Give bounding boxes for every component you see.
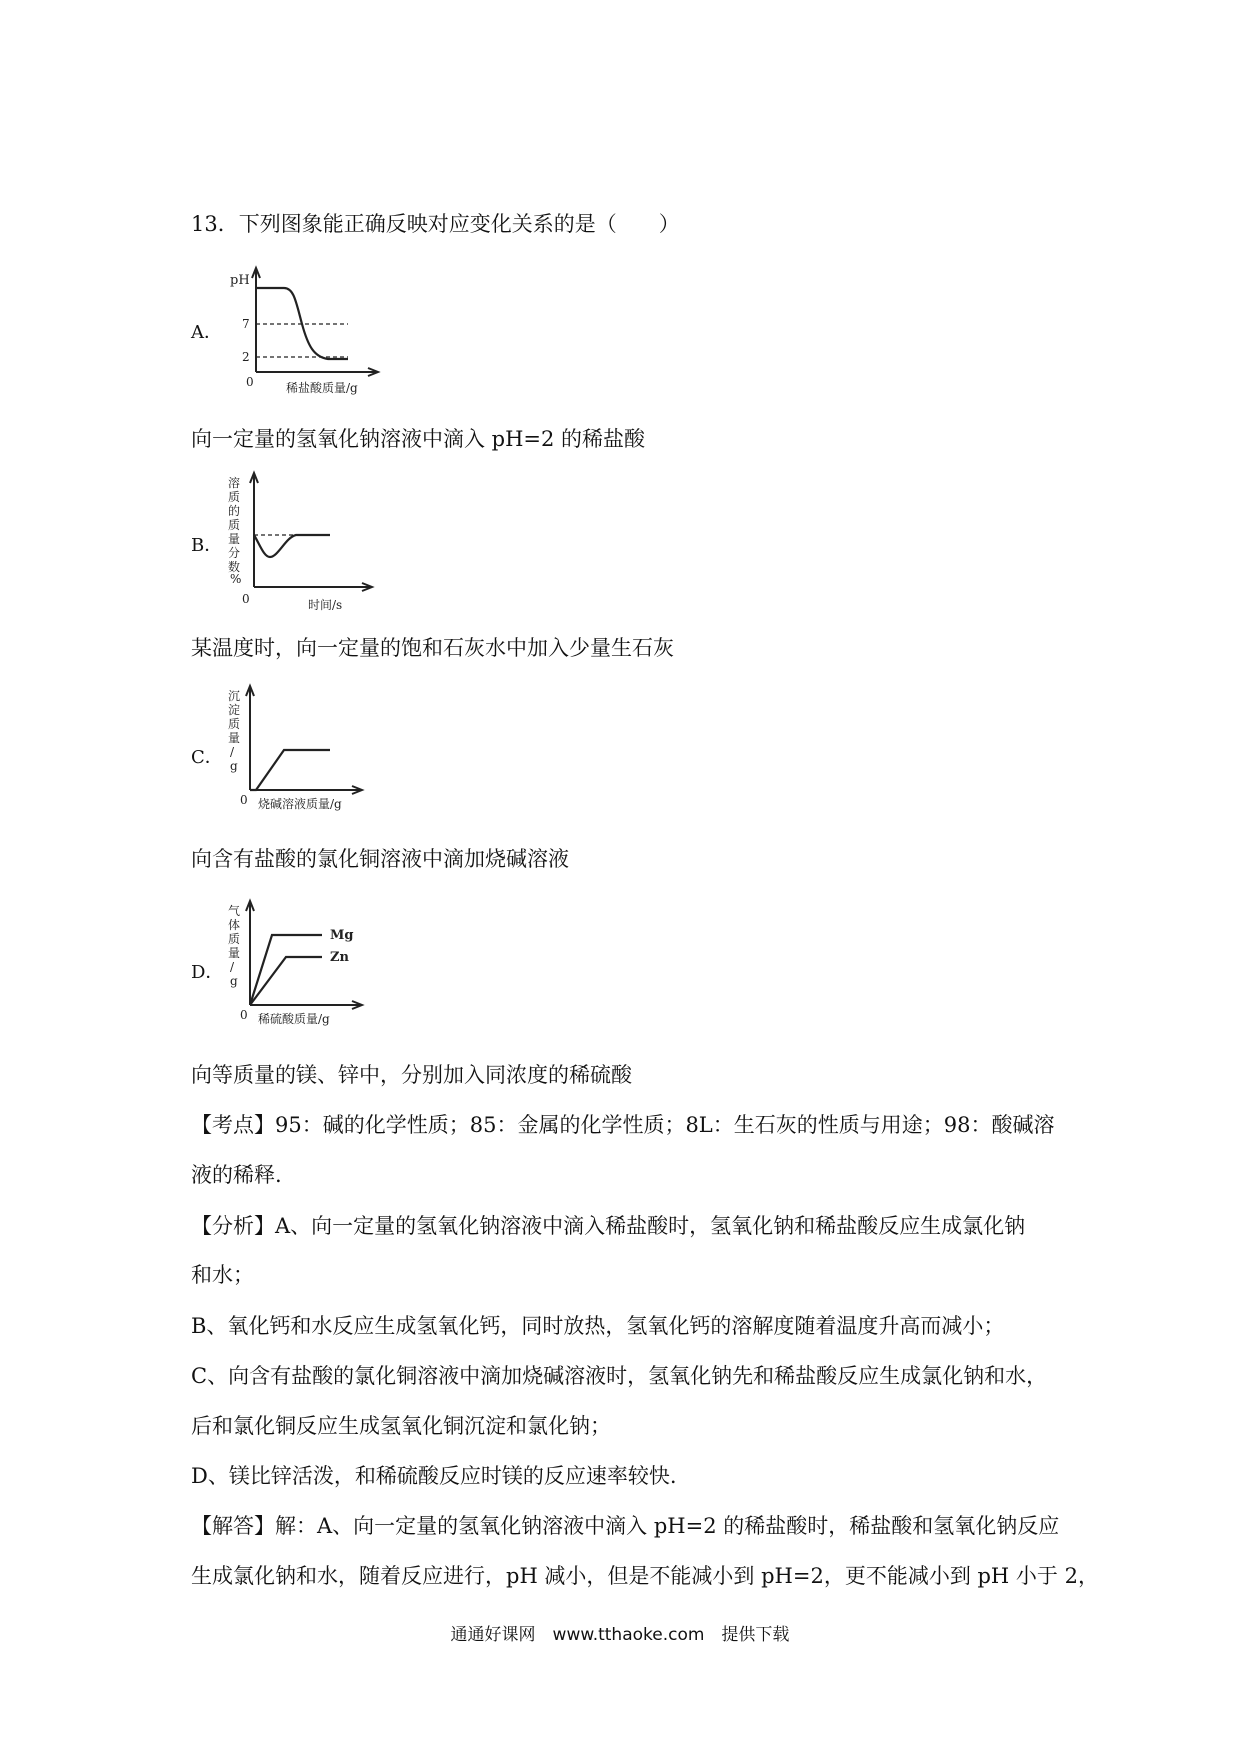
option-a-caption: 向一定量的氢氧化钠溶液中滴入 pH=2 的稀盐酸 [191, 427, 646, 451]
option-c-ychar-3: 质 [228, 717, 241, 731]
option-c-curve [250, 750, 330, 790]
option-b-ychar-7: 数 [228, 560, 241, 574]
option-d-curve-zn [250, 957, 322, 1005]
fenxi-line-6: D、镁比锌活泼，和稀硫酸反应时镁的反应速率较快. [191, 1464, 677, 1488]
option-d-curve-mg [250, 935, 322, 1005]
option-a-tick-7: 7 [242, 317, 250, 331]
option-c-ychar-2: 淀 [228, 703, 241, 717]
option-a-graph [228, 262, 388, 402]
option-d-ychar-6: g [230, 974, 238, 988]
option-c-graph [222, 680, 382, 820]
kaodian-line-1: 【考点】95：碱的化学性质；85：金属的化学性质；8L：生石灰的性质与用途；98：酸碱溶 [191, 1113, 1055, 1137]
option-d-series-mg: Mg [330, 928, 354, 943]
kaodian-line-2: 液的稀释. [191, 1163, 282, 1187]
option-b-xlabel: 时间/s [308, 598, 343, 612]
option-a-tick-2: 2 [242, 350, 250, 364]
option-d-caption: 向等质量的镁、锌中，分别加入同浓度的稀硫酸 [191, 1063, 632, 1087]
option-b-ychar-4: 质 [228, 518, 241, 532]
option-c-ychar-5: / [230, 745, 235, 759]
option-d-ychar-2: 体 [228, 918, 241, 932]
fenxi-line-3: B、氧化钙和水反应生成氢氧化钙，同时放热，氢氧化钙的溶解度随着温度升高而减小； [191, 1314, 1005, 1338]
option-d-xlabel: 稀硫酸质量/g [258, 1012, 330, 1026]
option-b-graph [222, 465, 382, 615]
option-c-ychar-6: g [230, 759, 238, 773]
page-footer: 通通好课网 www.tthaoke.com 提供下载 [450, 1625, 790, 1645]
option-c-caption: 向含有盐酸的氯化铜溶液中滴加烧碱溶液 [191, 847, 569, 871]
option-b-ychar-8: % [230, 572, 242, 586]
option-c-origin: 0 [240, 793, 248, 807]
option-b-ychar-2: 质 [228, 490, 241, 504]
option-d-label: D． [191, 962, 224, 983]
option-b-origin: 0 [242, 592, 250, 606]
jieda-line-1: 【解答】解：A、向一定量的氢氧化钠溶液中滴入 pH=2 的稀盐酸时，稀盐酸和氢氧化钠反应 [191, 1514, 1060, 1538]
option-d-ychar-3: 质 [228, 932, 241, 946]
fenxi-line-2: 和水； [191, 1263, 254, 1287]
option-b-ychar-6: 分 [228, 546, 241, 560]
option-c-xlabel: 烧碱溶液质量/g [258, 797, 342, 811]
option-a-ylabel: pH [230, 273, 250, 288]
option-d-graph [222, 895, 382, 1035]
option-b-label: B． [191, 535, 223, 556]
option-a-origin: 0 [246, 375, 254, 389]
option-b-caption: 某温度时，向一定量的饱和石灰水中加入少量生石灰 [191, 636, 674, 660]
option-a-xlabel: 稀盐酸质量/g [286, 381, 358, 395]
fenxi-line-1: 【分析】A、向一定量的氢氧化钠溶液中滴入稀盐酸时，氢氧化钠和稀盐酸反应生成氯化钠 [191, 1214, 1026, 1238]
option-c-ychar-4: 量 [228, 731, 241, 745]
option-b-ychar-3: 的 [228, 504, 241, 518]
option-a-label: A． [191, 322, 222, 343]
option-d-ychar-4: 量 [228, 946, 241, 960]
fenxi-line-4: C、向含有盐酸的氯化铜溶液中滴加烧碱溶液时，氢氧化钠先和稀盐酸反应生成氯化钠和水， [191, 1364, 1048, 1388]
option-d-ychar-1: 气 [228, 904, 241, 918]
option-d-series-zn: Zn [330, 950, 349, 965]
option-b-ychar-5: 量 [228, 532, 241, 546]
jieda-line-2: 生成氯化钠和水，随着反应进行，pH 减小，但是不能减小到 pH=2，更不能减小到 pH 小于 2， [191, 1564, 1099, 1588]
option-d-origin: 0 [240, 1008, 248, 1022]
option-c-label: C． [191, 747, 223, 768]
option-b-ychar-1: 溶 [228, 476, 241, 490]
fenxi-line-5: 后和氯化铜反应生成氢氧化铜沉淀和氯化钠； [191, 1414, 611, 1438]
option-d-ychar-5: / [230, 960, 235, 974]
option-b-curve [254, 535, 330, 557]
question-title: 13．下列图象能正确反映对应变化关系的是（ ） [191, 212, 680, 236]
option-c-ychar-1: 沉 [228, 689, 241, 703]
